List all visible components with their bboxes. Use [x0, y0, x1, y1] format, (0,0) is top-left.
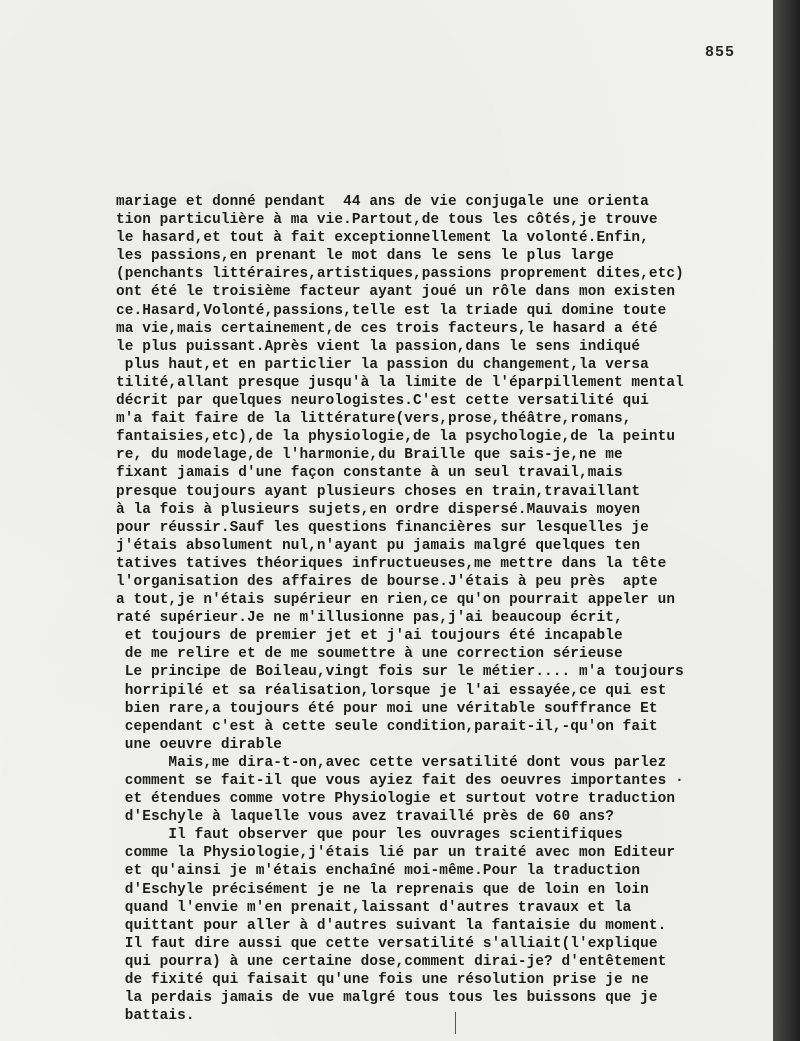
text-line: raté supérieur.Je ne m'illusionne pas,j'ai beaucoup écrit,	[116, 610, 623, 627]
text-line: presque toujours ayant plusieurs choses en train,travaillant	[116, 483, 641, 500]
text-line: pour réussir.Sauf les questions financières sur lesquelles je	[116, 519, 649, 536]
text-line: Il faut dire aussi que cette versatilité s'alliait(l'explique	[116, 935, 658, 952]
text-line: la perdais jamais de vue malgré tous tous les buissons que je	[116, 990, 658, 1007]
text-line: d'Eschyle à laquelle vous avez travaillé près de 60 ans?	[116, 809, 614, 826]
page-number: 855	[705, 44, 736, 61]
text-line: fantaisies,etc),de la physiologie,de la psychologie,de la peintu	[116, 429, 676, 446]
text-line: le plus puissant.Après vient la passion,dans le sens indiqué	[116, 338, 641, 355]
text-line: de me relire et de me soumettre à une correction sérieuse	[116, 646, 623, 663]
text-line: cependant c'est à cette seule condition,parait-il,-qu'on fait	[116, 718, 658, 735]
text-line: m'a fait faire de la littérature(vers,prose,théâtre,romans,	[116, 411, 632, 428]
text-line: les passions,en prenant le mot dans le sens le plus large	[116, 248, 614, 265]
text-line: fixant jamais d'une façon constante à un seul travail,mais	[116, 465, 623, 482]
text-line: quittant pour aller à d'autres suivant la fantaisie du moment.	[116, 917, 667, 934]
text-line: une oeuvre dirable	[116, 736, 282, 753]
text-line: et étendues comme votre Physiologie et surtout votre traduction	[116, 791, 676, 808]
text-line: et toujours de premier jet et j'ai toujours été incapable	[116, 628, 623, 645]
text-line: Mais,me dira-t-on,avec cette versatilité dont vous parlez	[116, 754, 667, 771]
text-line: mariage et donné pendant 44 ans de vie conjugale une orienta	[116, 194, 649, 210]
text-line: comment se fait-il que vous ayiez fait des oeuvres importantes ·	[116, 773, 684, 789]
text-line: tilité,allant presque jusqu'à la limite de l'éparpillement mental	[116, 374, 684, 391]
text-line: et qu'ainsi je m'étais enchaîné moi-même.Pour la traduction	[116, 863, 641, 880]
text-line: Il faut observer que pour les ouvrages scientifiques	[116, 827, 623, 844]
typed-text-body	[116, 193, 766, 1025]
text-line: le hasard,et tout à fait exceptionnellement la volonté.Enfin,	[116, 230, 649, 247]
margin-mark	[455, 1012, 456, 1034]
text-line: ce.Hasard,Volonté,passions,telle est la triade qui domine toute	[116, 302, 667, 319]
text-line: à la fois à plusieurs sujets,en ordre dispersé.Mauvais moyen	[116, 501, 641, 518]
text-line: j'étais absolument nul,n'ayant pu jamais malgré quelques ten	[116, 537, 641, 554]
text-line: (penchants littéraires,artistiques,passions proprement dites,etc)	[116, 266, 684, 283]
text-line: ont été le troisième facteur ayant joué un rôle dans mon existen	[116, 284, 676, 301]
text-line: ma vie,mais certainement,de ces trois facteurs,le hasard a été	[116, 320, 658, 337]
text-line: re, du modelage,de l'harmonie,du Braille que sais-je,ne me	[116, 447, 623, 464]
scan-dark-edge	[773, 0, 800, 1041]
text-line: tion particulière à ma vie.Partout,de tous les côtés,je trouve	[116, 212, 658, 229]
text-line: Le principe de Boileau,vingt fois sur le métier.... m'a toujours	[116, 664, 684, 681]
text-line: d'Eschyle précisément je ne la reprenais que de loin en loin	[116, 881, 649, 898]
text-line: plus haut,et en particlier la passion du changement,la versa	[116, 356, 649, 373]
text-line: qui pourra) à une certaine dose,comment dirai-je? d'entêtement	[116, 953, 667, 970]
text-line: bien rare,a toujours été pour moi une véritable souffrance Et	[116, 700, 658, 717]
text-line: quand l'envie m'en prenait,laissant d'autres travaux et la	[116, 899, 632, 916]
text-line: l'organisation des affaires de bourse.J'étais à peu près apte	[116, 573, 658, 590]
text-line: tatives tatives théoriques infructueuses,me mettre dans la tête	[116, 555, 667, 572]
text-line: battais.	[116, 1008, 195, 1025]
text-line: décrit par quelques neurologistes.C'est cette versatilité qui	[116, 393, 649, 410]
text-line: de fixité qui faisait qu'une fois une résolution prise je ne	[116, 972, 649, 989]
text-line: horripilé et sa réalisation,lorsque je l'ai essayée,ce qui est	[116, 682, 667, 699]
text-line: a tout,je n'étais supérieur en rien,ce qu'on pourrait appeler un	[116, 592, 676, 609]
text-line: comme la Physiologie,j'étais lié par un traité avec mon Editeur	[116, 845, 676, 862]
